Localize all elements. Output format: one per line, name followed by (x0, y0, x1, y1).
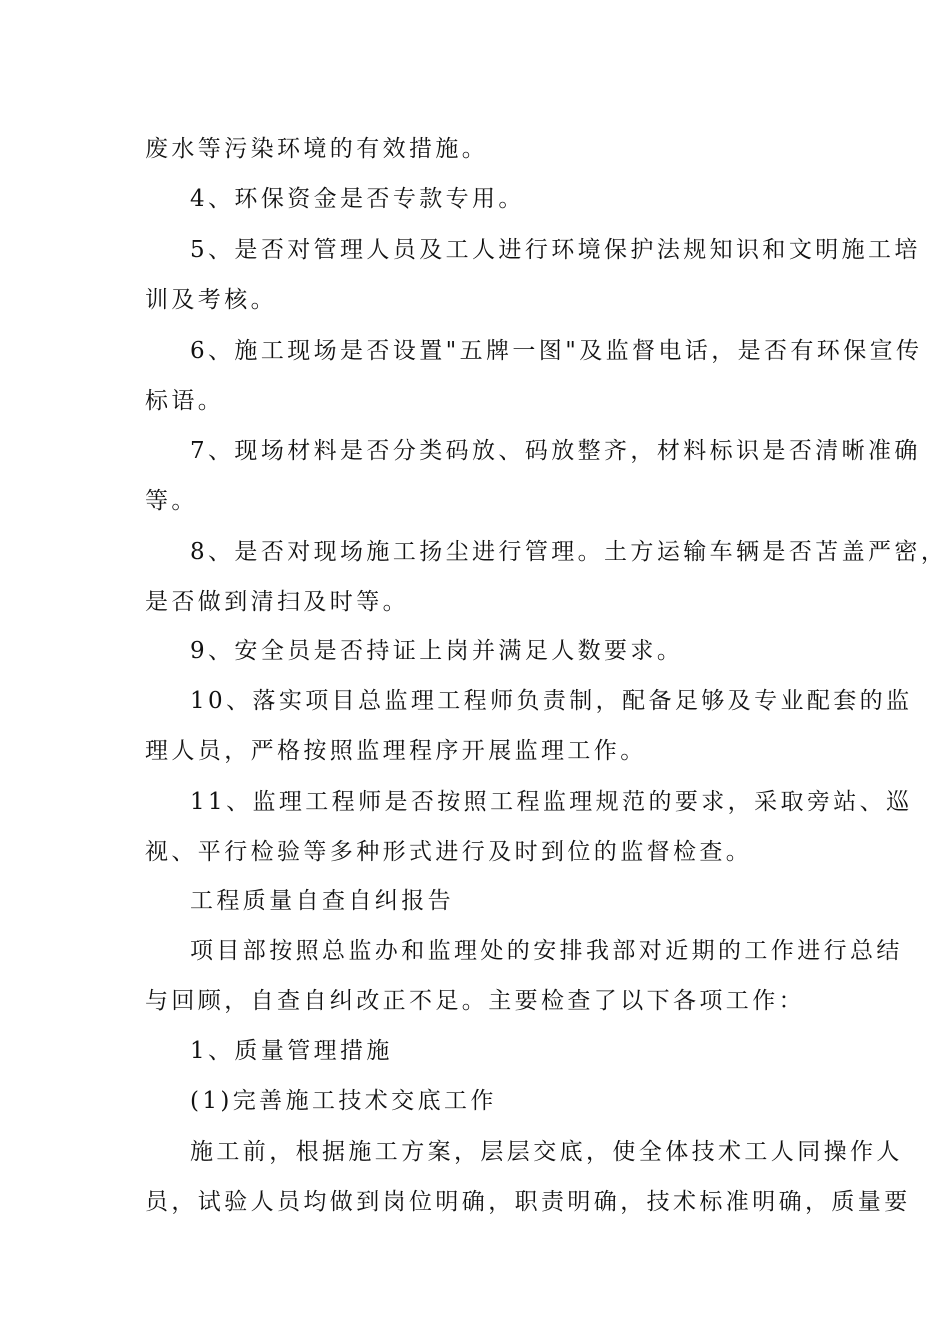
text-line: 9、安全员是否持证上岗并满足人数要求。 (190, 638, 684, 664)
text-line: 标语。 (145, 388, 225, 414)
text-line: 4、环保资金是否专款专用。 (190, 186, 525, 212)
text-line: 7、现场材料是否分类码放、码放整齐，材料标识是否清晰准确 (190, 438, 921, 464)
text-line: 理人员，严格按照监理程序开展监理工作。 (145, 738, 647, 764)
text-line: 是否做到清扫及时等。 (145, 589, 409, 615)
section-heading: 工程质量自查自纠报告 (190, 888, 454, 914)
text-line: 与回顾，自查自纠改正不足。主要检查了以下各项工作： (145, 988, 805, 1014)
text-line: 1、质量管理措施 (190, 1038, 393, 1064)
text-line: 11、监理工程师是否按照工程监理规范的要求，采取旁站、巡 (190, 789, 913, 815)
text-line: 等。 (145, 488, 198, 514)
text-line: 8、是否对现场施工扬尘进行管理。土方运输车辆是否苫盖严密， (190, 539, 948, 565)
text-line: (1)完善施工技术交底工作 (190, 1088, 497, 1114)
text-line: 员，试验人员均做到岗位明确，职责明确，技术标准明确，质量要 (145, 1189, 911, 1215)
text-line: 施工前，根据施工方案，层层交底，使全体技术工人同操作人 (190, 1139, 903, 1165)
text-line: 10、落实项目总监理工程师负责制，配备足够及专业配套的监 (190, 688, 913, 714)
text-line: 视、平行检验等多种形式进行及时到位的监督检查。 (145, 839, 753, 865)
text-line: 废水等污染环境的有效措施。 (145, 136, 489, 162)
text-line: 5、是否对管理人员及工人进行环境保护法规知识和文明施工培 (190, 237, 921, 263)
text-line: 6、施工现场是否设置"五牌一图"及监督电话，是否有环保宣传 (190, 338, 923, 364)
text-line: 项目部按照总监办和监理处的安排我部对近期的工作进行总结 (190, 938, 903, 964)
text-line: 训及考核。 (145, 287, 277, 313)
